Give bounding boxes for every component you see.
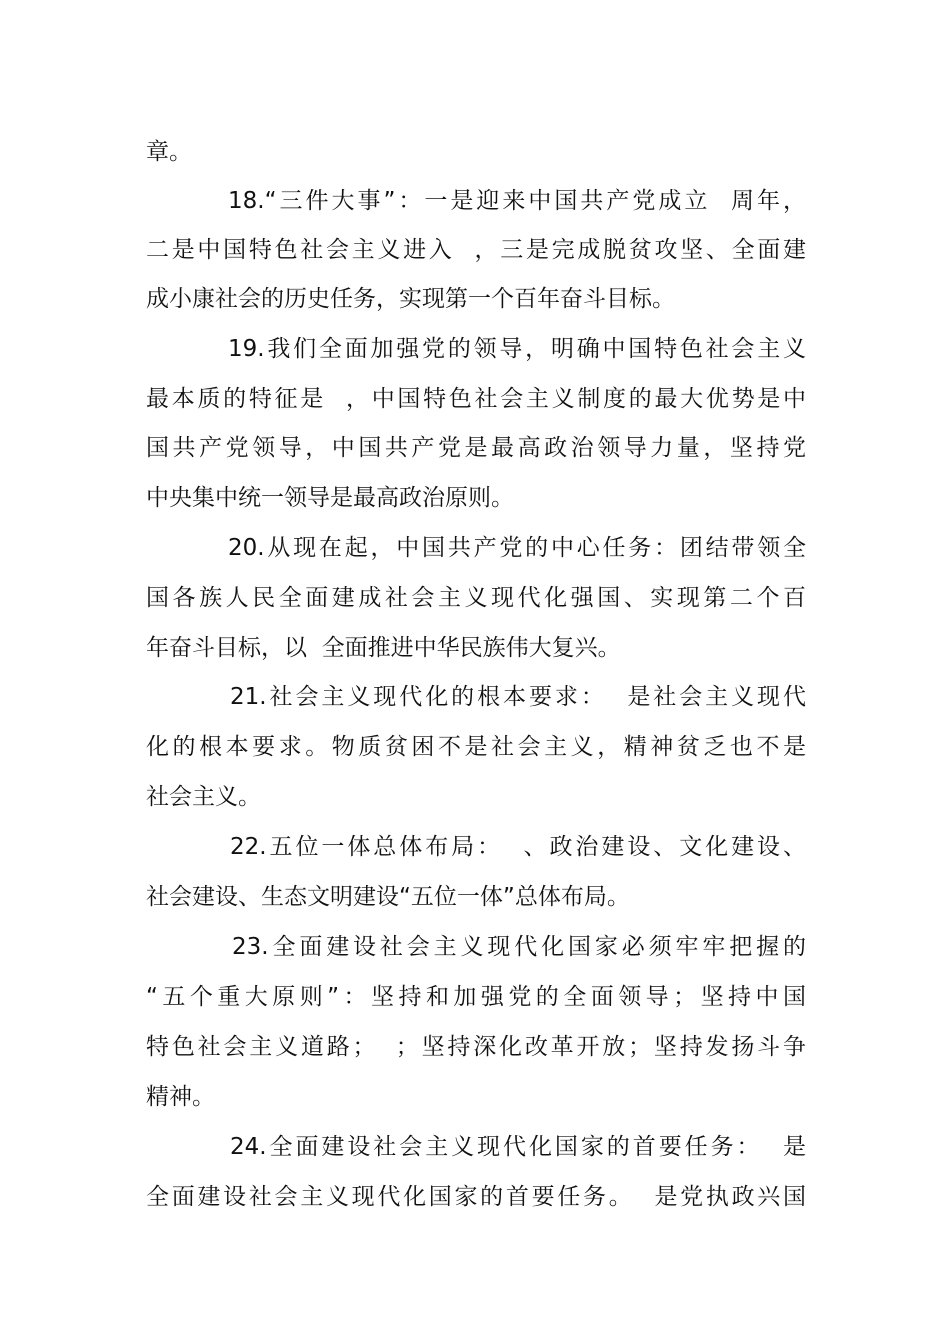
text-line-1: 章。 xyxy=(146,139,192,165)
text-line-7: 国共产党领导，中国共产党是最高政治领导力量，坚持党 xyxy=(146,435,806,461)
text-line-18: “五个重大原则”：坚持和加强党的全面领导；坚持中国 xyxy=(146,984,806,1010)
text-line-6: 最本质的特征是 ，中国特色社会主义制度的最大优势是中 xyxy=(146,386,806,412)
text-line-14: 社会主义。 xyxy=(146,784,261,810)
text-line-8: 中央集中统一领导是最高政治原则。 xyxy=(146,485,514,511)
text-line-10: 国各族人民全面建成社会主义现代化强国、实现第二个百 xyxy=(146,585,806,611)
text-line-5: 19.我们全面加强党的领导，明确中国特色社会主义 xyxy=(228,336,806,362)
text-line-19: 特色社会主义道路； ；坚持深化改革开放；坚持发扬斗争 xyxy=(146,1034,806,1060)
text-line-21: 24.全面建设社会主义现代化国家的首要任务： 是 xyxy=(230,1134,806,1160)
text-line-17: 23.全面建设社会主义现代化国家必须牢牢把握的 xyxy=(232,934,806,960)
text-line-9: 20.从现在起，中国共产党的中心任务：团结带领全 xyxy=(228,535,806,561)
text-line-2: 18.“三件大事”：一是迎来中国共产党成立 周年， xyxy=(228,188,806,214)
text-line-12: 21.社会主义现代化的根本要求： 是社会主义现代 xyxy=(230,684,806,710)
text-line-15: 22.五位一体总体布局： 、政治建设、文化建设、 xyxy=(230,834,806,860)
text-line-20: 精神。 xyxy=(146,1084,215,1110)
text-line-16: 社会建设、生态文明建设“五位一体”总体布局。 xyxy=(146,884,630,910)
text-line-22: 全面建设社会主义现代化国家的首要任务。 是党执政兴国 xyxy=(146,1184,806,1210)
text-line-4: 成小康社会的历史任务，实现第一个百年奋斗目标。 xyxy=(146,286,675,312)
text-line-11: 年奋斗目标，以 全面推进中华民族伟大复兴。 xyxy=(146,635,621,661)
text-line-13: 化的根本要求。物质贫困不是社会主义，精神贫乏也不是 xyxy=(146,734,806,760)
text-line-3: 二是中国特色社会主义进入 ，三是完成脱贫攻坚、全面建 xyxy=(146,237,806,263)
